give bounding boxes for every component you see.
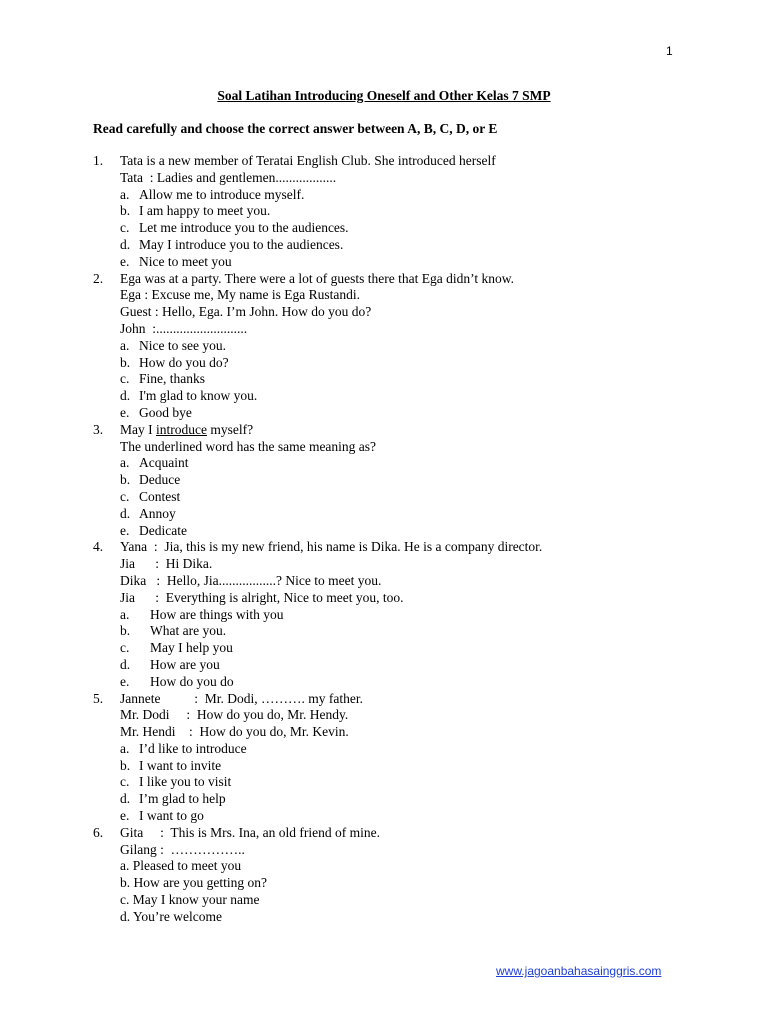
answer-option (93, 674, 733, 691)
footer-website-link[interactable]: www.jagoanbahasainggris.com (496, 964, 662, 978)
option-text: Nice to see you. (139, 337, 226, 353)
question-line: Guest : Hello, Ega. I’m John. How do you do? (120, 304, 372, 320)
answer-option: b. How are you getting on? (120, 875, 267, 891)
answer-option (93, 472, 733, 489)
option-letter: d. (120, 656, 131, 672)
answer-option: a. Pleased to meet you (120, 858, 242, 874)
option-letter: e. (120, 404, 130, 420)
question-line: Ega : Excuse me, My name is Ega Rustandi. (120, 287, 360, 303)
option-text: Good bye (139, 404, 192, 420)
option-text: Acquaint (139, 455, 189, 471)
option-letter: e. (120, 673, 130, 689)
option-letter: a. (120, 606, 130, 622)
option-text: Allow me to introduce myself. (139, 186, 305, 202)
option-letter: b. (120, 623, 131, 639)
option-letter: a. (120, 740, 130, 756)
question-5 (93, 691, 733, 825)
option-text: I like you to visit (139, 774, 232, 790)
answer-option (93, 220, 733, 237)
question-1 (93, 153, 733, 271)
question-number: 5. (93, 690, 104, 706)
option-letter: d. (120, 791, 131, 807)
question-line: The underlined word has the same meaning as? (120, 438, 377, 454)
option-text: Fine, thanks (139, 371, 205, 387)
question-line (93, 825, 733, 842)
option-letter: d. (120, 388, 131, 404)
option-text: How are things with you (150, 606, 284, 622)
option-text: I want to go (139, 808, 204, 824)
option-letter: a. (120, 337, 130, 353)
page-number: 1 (666, 44, 673, 58)
option-letter: a. (120, 186, 130, 202)
option-text: Let me introduce you to the audiences. (139, 220, 349, 236)
underlined-word: introduce (156, 421, 207, 437)
question-2 (93, 271, 733, 422)
answer-option: d. You’re welcome (120, 908, 222, 924)
question-text: Tata is a new member of Teratai English Club. She introduced herself (120, 153, 496, 168)
option-letter: b. (120, 757, 131, 773)
question-number: 2. (93, 270, 104, 286)
option-text: I'm glad to know you. (139, 388, 258, 404)
option-letter: e. (120, 522, 130, 538)
option-text: I want to invite (139, 757, 222, 773)
answer-option (93, 371, 733, 388)
answer-option (93, 455, 733, 472)
question-text: Yana : Jia, this is my new friend, his name is Dika. He is a company director. (120, 539, 543, 555)
answer-option: c. May I know your name (120, 892, 260, 908)
question-line: Jia : Hi Dika. (120, 556, 213, 572)
option-letter: e. (120, 808, 130, 824)
answer-option (93, 623, 733, 640)
option-letter: b. (120, 354, 131, 370)
answer-option (93, 758, 733, 775)
answer-option (93, 203, 733, 220)
question-line: Dika : Hello, Jia.................? Nice to meet you. (120, 572, 382, 588)
answer-option (93, 237, 733, 254)
question-line: Mr. Hendi : How do you do, Mr. Kevin. (120, 724, 349, 740)
answer-option (93, 254, 733, 271)
question-text: Gita : This is Mrs. Ina, an old friend of mine. (120, 824, 380, 840)
answer-option (93, 388, 733, 405)
question-line: Gilang : …………….. (120, 841, 245, 857)
option-letter: c. (120, 488, 130, 504)
option-letter: c. (120, 371, 130, 387)
question-line: Tata : Ladies and gentlemen.................. (120, 169, 337, 185)
option-letter: b. (120, 472, 131, 488)
answer-option (93, 791, 733, 808)
question-6 (93, 825, 733, 926)
option-letter: d. (120, 236, 131, 252)
option-text: Dedicate (139, 522, 187, 538)
question-text-post: myself? (206, 421, 254, 437)
answer-option (93, 640, 733, 657)
answer-option (93, 607, 733, 624)
question-line (93, 271, 733, 288)
answer-option (93, 405, 733, 422)
question-number: 6. (93, 824, 104, 840)
instruction-text: Read carefully and choose the correct answer between A, B, C, D, or E (93, 121, 498, 136)
question-text: Ega was at a party. There were a lot of guests there that Ega didn’t know. (120, 270, 514, 286)
option-text: Nice to meet you (139, 253, 232, 269)
question-number: 3. (93, 421, 104, 437)
option-text: I’d like to introduce (139, 740, 247, 756)
question-line (93, 691, 733, 708)
question-line: Mr. Dodi : How do you do, Mr. Hendy. (120, 707, 349, 723)
option-text: Deduce (139, 472, 181, 488)
option-letter: c. (120, 220, 130, 236)
option-letter: c. (120, 640, 130, 656)
option-letter: d. (120, 505, 131, 521)
question-number: 4. (93, 539, 104, 555)
option-text: How do you do? (139, 354, 229, 370)
answer-option (93, 355, 733, 372)
answer-option (93, 657, 733, 674)
option-text: I am happy to meet you. (139, 203, 271, 219)
question-list (93, 153, 733, 926)
option-text: Contest (139, 488, 181, 504)
option-letter: e. (120, 253, 130, 269)
option-text: I’m glad to help (139, 791, 226, 807)
answer-option (93, 741, 733, 758)
question-line (93, 422, 733, 439)
question-number: 1. (93, 153, 104, 168)
option-text: Annoy (139, 505, 176, 521)
answer-option (93, 489, 733, 506)
option-text: What are you. (150, 623, 227, 639)
question-line (93, 153, 733, 170)
option-letter: a. (120, 455, 130, 471)
answer-option (93, 506, 733, 523)
answer-option (93, 808, 733, 825)
question-line: Jia : Everything is alright, Nice to meet you, too. (120, 589, 404, 605)
answer-option (93, 187, 733, 204)
document-title: Soal Latihan Introducing Oneself and Other Kelas 7 SMP (217, 88, 551, 103)
question-text-pre: May I (120, 421, 156, 437)
option-letter: c. (120, 774, 130, 790)
option-letter: b. (120, 203, 131, 219)
option-text: May I help you (150, 640, 233, 656)
option-text: May I introduce you to the audiences. (139, 236, 344, 252)
question-text: Jannete : Mr. Dodi, ………. my father. (120, 690, 363, 706)
option-text: How do you do (150, 673, 234, 689)
question-4 (93, 539, 733, 690)
option-text: How are you (150, 656, 220, 672)
question-line (93, 539, 733, 556)
question-line: John :........................... (120, 320, 248, 336)
answer-option (93, 774, 733, 791)
answer-option (93, 523, 733, 540)
question-3 (93, 422, 733, 540)
answer-option (93, 338, 733, 355)
